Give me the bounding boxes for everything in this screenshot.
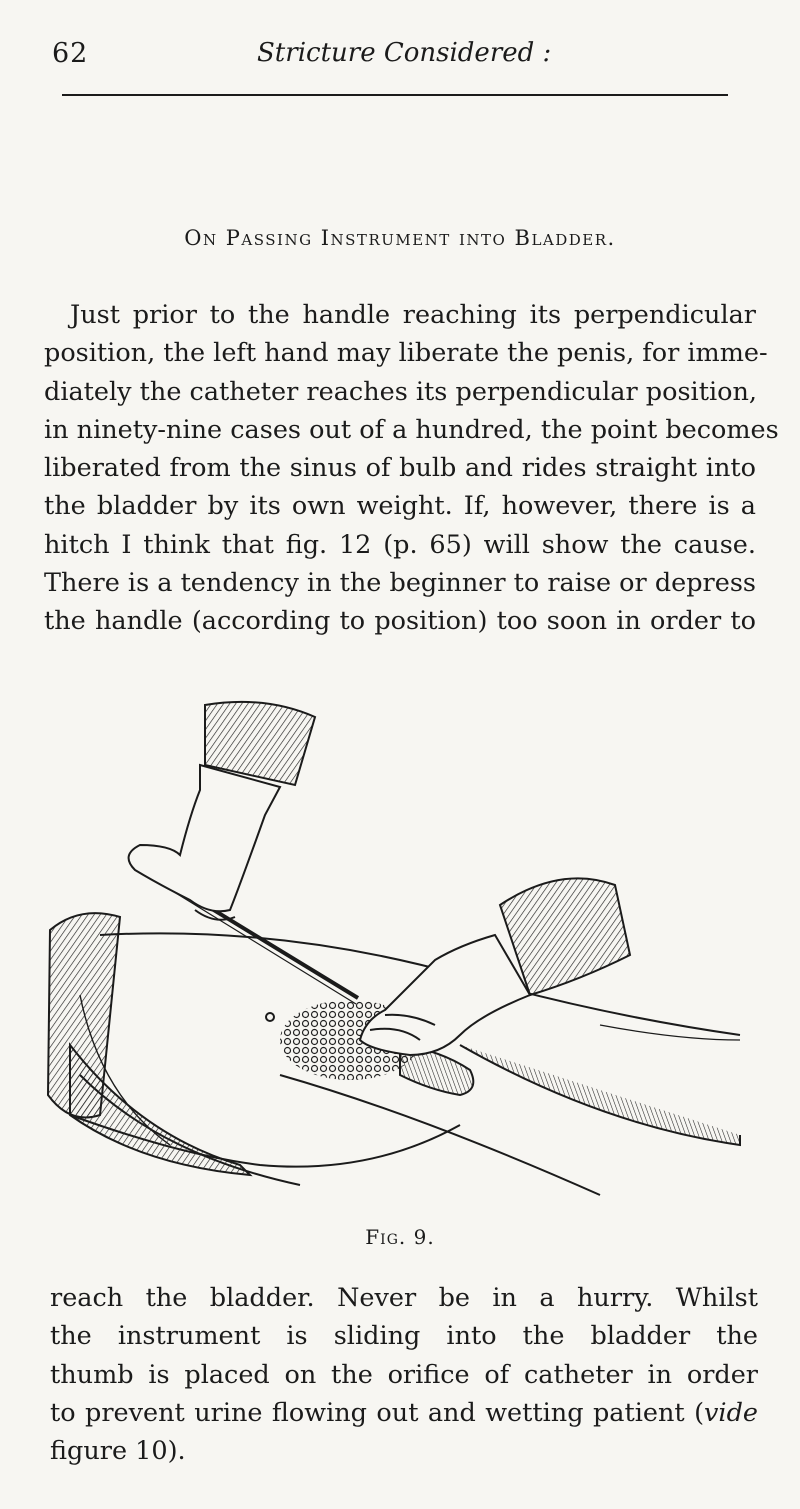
page-number: 62	[52, 38, 89, 69]
text-line: in ninety-nine cases out of a hundred, the point becomes	[44, 414, 779, 445]
catheter-illustration	[40, 695, 760, 1210]
text-line: There is a tendency in the beginner to raise or depress	[44, 568, 757, 599]
figure-engraving	[40, 695, 760, 1210]
text-line: Just prior to the handle reaching its perpendicular	[70, 300, 756, 330]
header-rule	[62, 94, 728, 96]
text-line	[50, 1394, 758, 1432]
text-line: diately the catheter reaches its perpendicular position,	[44, 376, 757, 407]
text-line: thumb is placed on the orifice of catheter in order	[50, 1359, 758, 1390]
figure-caption: Fig. 9.	[365, 1225, 435, 1249]
running-head	[52, 38, 728, 78]
text-line: reach the bladder. Never be in a hurry. Whilst	[50, 1283, 758, 1313]
text-line: the instrument is sliding into the bladder the	[50, 1321, 758, 1352]
italic-reference: vide	[704, 1397, 758, 1428]
text-line: figure 10).	[50, 1436, 186, 1467]
section-heading: On Passing Instrument into Bladder.	[184, 226, 616, 250]
text-line: liberated from the sinus of bulb and rides straight into	[44, 453, 756, 484]
text-line: hitch I think that fig. 12 (p. 65) will show the cause.	[44, 529, 756, 560]
paragraph-1	[44, 296, 779, 641]
paragraph-2	[50, 1279, 758, 1470]
text-line: position, the left hand may liberate the penis, for imme-	[44, 338, 768, 369]
text-line: the bladder by its own weight. If, however, there is a	[44, 491, 756, 522]
text-segment: to prevent urine flowing out and wetting patient (	[50, 1397, 705, 1428]
running-title: Stricture Considered :	[257, 38, 552, 68]
text-line: the handle (according to position) too soon in order to	[44, 606, 756, 637]
